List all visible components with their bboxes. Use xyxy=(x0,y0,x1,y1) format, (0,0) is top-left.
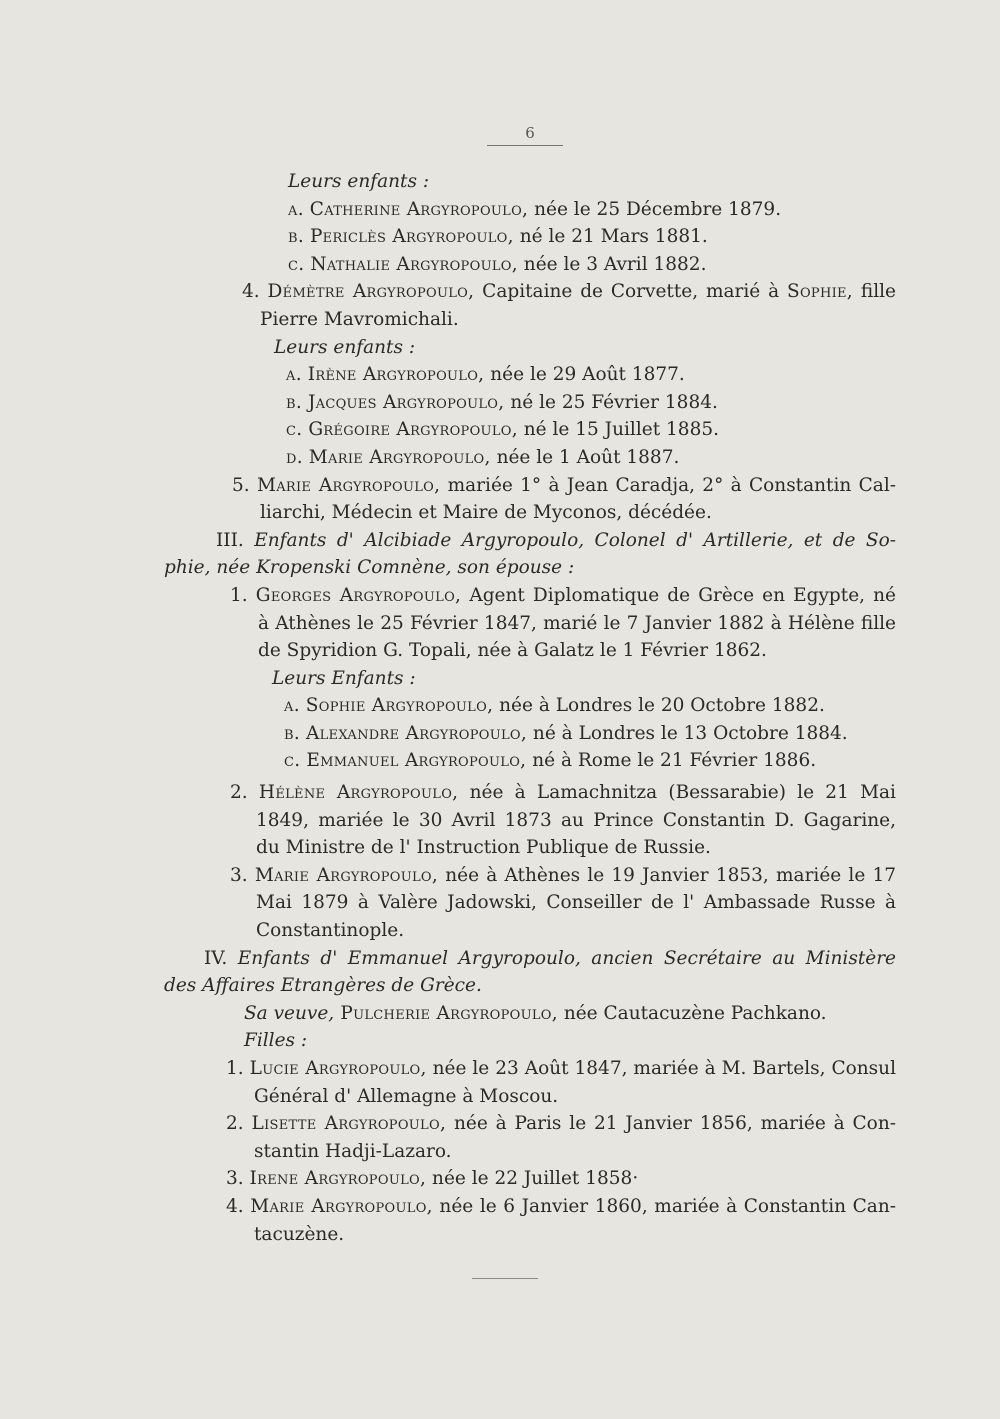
person-name: Marie Argyropoulo, xyxy=(250,1195,433,1217)
heading-leurs-enfants-2: Leurs enfants : xyxy=(274,336,416,358)
bottom-rule xyxy=(472,1278,538,1279)
person-name: Georges Argyropoulo, xyxy=(255,584,462,606)
person-name: Pulcherie Argyropoulo, xyxy=(334,1002,558,1024)
item-letter: c. xyxy=(284,750,301,772)
entry-number: 2. xyxy=(226,1113,244,1135)
entry-number: 5. xyxy=(232,474,250,496)
entry-georges-cont: à Athènes le 25 Février 1847, marié le 7 Janvier 1882 à Hélène fille xyxy=(258,612,896,634)
person-name: Grégoire Argyropoulo, xyxy=(308,419,518,441)
widow-line xyxy=(164,1000,896,1028)
entry-number: 4. xyxy=(242,281,260,303)
page-number: 6 xyxy=(525,124,535,142)
heading-leurs-enfants-3: Leurs Enfants : xyxy=(272,667,416,689)
entry-text: née le 22 Juillet 1858· xyxy=(426,1168,639,1190)
person-name: Periclès Argyropoulo, xyxy=(309,226,514,248)
person-name: Irène Argyropoulo, xyxy=(307,364,485,386)
child-alexandre xyxy=(164,720,896,748)
entry-text: née le 6 Janvier 1860, mariée à Constantin Can- xyxy=(432,1195,896,1217)
person-name: Lucie Argyropoulo, xyxy=(249,1058,427,1079)
entry-text: né à Rome le 21 Février 1886. xyxy=(526,750,817,772)
person-name: Jacques Argyropoulo, xyxy=(307,391,505,413)
entry-number: 2. xyxy=(230,782,248,804)
child-sophie xyxy=(164,692,896,720)
item-letter: b. xyxy=(288,226,305,248)
entry-text: né le 15 Juillet 1885. xyxy=(517,419,719,441)
entry-marie-3 xyxy=(164,862,896,890)
entry-text: fille xyxy=(860,281,896,303)
section-iv-heading xyxy=(164,945,896,973)
entry-text: née Cautacuzène Pachkano. xyxy=(557,1002,827,1024)
entry-text: née le 29 Août 1877. xyxy=(484,364,685,386)
person-name: Marie Argyropoulo, xyxy=(308,446,491,468)
item-letter: a. xyxy=(284,695,300,717)
item-letter: b. xyxy=(284,722,301,744)
child-nathalie xyxy=(164,251,896,279)
item-letter: a. xyxy=(286,364,302,386)
section-number: IV. xyxy=(204,947,228,969)
entry-text: née le 1 Août 1887. xyxy=(490,446,680,468)
item-letter: c. xyxy=(286,419,303,441)
entry-text: Agent Diplomatique de Grèce en Egypte, né xyxy=(461,584,896,606)
top-rule xyxy=(487,145,563,146)
entry-marie-5 xyxy=(164,472,896,500)
entry-text: née le 25 Décembre 1879. xyxy=(528,198,782,220)
entry-lisette xyxy=(164,1110,896,1138)
entry-text: née à Londres le 20 Octobre 1882. xyxy=(493,695,825,717)
entry-demetre xyxy=(164,278,896,306)
entry-lisette-cont: stantin Hadji-Lazaro. xyxy=(254,1140,452,1162)
person-name: Démètre Argyropoulo, xyxy=(267,281,475,303)
section-number: III. xyxy=(216,529,244,551)
entry-irene xyxy=(164,1165,896,1193)
person-name: Hélène Argyropoulo, xyxy=(258,782,459,804)
entry-text: née le 23 Août 1847, mariée à M. Bartels, Consul xyxy=(426,1058,896,1079)
person-name: Lisette Argyropoulo, xyxy=(251,1113,447,1135)
person-name: Marie Argyropoulo, xyxy=(256,474,441,496)
heading-leurs-enfants-1: Leurs enfants : xyxy=(288,171,430,192)
genealogy-text xyxy=(164,168,896,1248)
section-iv-heading-cont: des Affaires Etrangères de Grèce. xyxy=(164,975,482,997)
entry-marie-4-cont: tacuzène. xyxy=(254,1223,345,1245)
person-name: Sophie, xyxy=(786,281,853,303)
entry-helene-cont: 1849, mariée le 30 Avril 1873 au Prince Constantin D. Gagarine, xyxy=(256,809,896,831)
entry-demetre-cont: Pierre Mavromichali. xyxy=(260,308,459,330)
entry-text: mariée 1° à Jean Caradja, 2° à Constantin Cal- xyxy=(440,474,896,496)
entry-marie-3-cont: Mai 1879 à Valère Jadowski, Conseiller de l' Ambassade Russe à xyxy=(256,892,896,914)
child-gregoire xyxy=(164,416,896,444)
section-iii-heading-cont: phie, née Kropenski Comnène, son épouse : xyxy=(164,557,575,579)
entry-text: née le 3 Avril 1882. xyxy=(517,253,707,275)
entry-marie-4 xyxy=(164,1193,896,1221)
entry-number: 3. xyxy=(226,1168,244,1190)
entry-text: Capitaine de Corvette, marié à xyxy=(474,281,787,303)
section-iii-heading xyxy=(164,527,896,555)
entry-lucie-cont: Général d' Allemagne à Moscou. xyxy=(254,1085,559,1107)
section-title: Enfants d' Alcibiade Argyropoulo, Colonel d' Artillerie, et de So- xyxy=(243,529,896,551)
person-name: Catherine Argyropoulo, xyxy=(309,198,529,220)
entry-text: née à Paris le 21 Janvier 1856, mariée à Con- xyxy=(446,1113,896,1135)
widow-label: Sa veuve, xyxy=(244,1002,335,1024)
entry-georges-cont2: de Spyridion G. Topali, née à Galatz le 1 Février 1862. xyxy=(258,640,767,662)
entry-text: née à Lamachnitza (Bessarabie) le 21 Mai xyxy=(458,782,896,804)
entry-text: né le 21 Mars 1881. xyxy=(513,226,708,248)
entry-number: 3. xyxy=(230,864,248,886)
person-name: Emmanuel Argyropoulo, xyxy=(306,750,527,772)
section-title: Enfants d' Emmanuel Argyropoulo, ancien Secrétaire au Ministère xyxy=(227,947,896,969)
person-name: Marie Argyropoulo, xyxy=(254,864,439,886)
person-name: Alexandre Argyropoulo, xyxy=(305,722,528,744)
child-pericles xyxy=(164,223,896,251)
person-name: Sophie Argyropoulo, xyxy=(305,695,494,717)
entry-lucie xyxy=(164,1055,896,1083)
entry-helene xyxy=(164,779,896,807)
item-letter: b. xyxy=(286,391,303,413)
person-name: Irene Argyropoulo, xyxy=(249,1168,427,1190)
item-letter: c. xyxy=(288,253,305,275)
entry-helene-cont2: du Ministre de l' Instruction Publique de Russie. xyxy=(256,837,711,859)
entry-number: 4. xyxy=(226,1195,244,1217)
entry-marie-5-cont: liarchi, Médecin et Maire de Myconos, décédée. xyxy=(260,502,712,524)
entry-georges xyxy=(164,582,896,610)
entry-text: née à Athènes le 19 Janvier 1853, mariée le 17 xyxy=(438,864,896,886)
child-catherine xyxy=(164,196,896,224)
entry-number: 1. xyxy=(226,1058,244,1079)
person-name: Nathalie Argyropoulo, xyxy=(310,253,518,275)
entry-number: 1. xyxy=(230,584,248,606)
child-marie xyxy=(164,444,896,472)
item-letter: a. xyxy=(288,198,304,220)
child-irene xyxy=(164,361,896,389)
child-emmanuel xyxy=(164,747,896,775)
item-letter: d. xyxy=(286,446,303,468)
entry-marie-3-cont2: Constantinople. xyxy=(256,920,405,942)
child-jacques xyxy=(164,389,896,417)
heading-filles: Filles : xyxy=(244,1030,308,1052)
entry-text: né à Londres le 13 Octobre 1884. xyxy=(527,722,848,744)
entry-text: né le 25 Février 1884. xyxy=(504,391,718,413)
